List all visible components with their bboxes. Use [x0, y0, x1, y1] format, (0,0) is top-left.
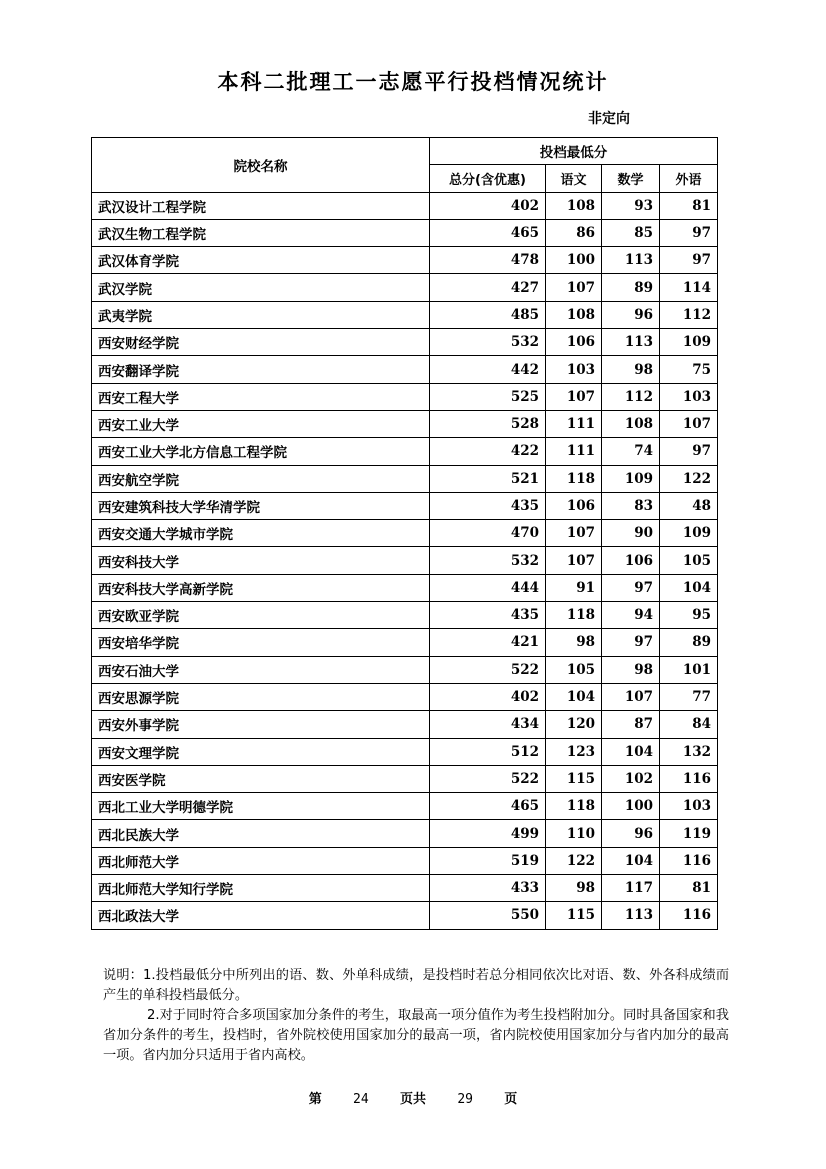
math-score-cell: 96 [602, 301, 660, 328]
page-title: 本科二批理工一志愿平行投档情况统计 [217, 70, 609, 94]
foreign-score-cell: 97 [660, 247, 718, 274]
total-score-cell: 519 [430, 847, 546, 874]
total-score-cell: 550 [430, 902, 546, 929]
total-score-cell: 402 [430, 683, 546, 710]
total-score-cell: 427 [430, 274, 546, 301]
total-score-cell: 522 [430, 765, 546, 792]
school-name-cell: 西安石油大学 [92, 656, 430, 683]
math-score-cell: 97 [602, 574, 660, 601]
chinese-score-cell: 122 [546, 847, 602, 874]
table-row [92, 656, 718, 683]
school-name-cell: 西安思源学院 [92, 683, 430, 710]
math-score-cell: 113 [602, 902, 660, 929]
footer-page-number: 24 [353, 1092, 369, 1107]
school-name-cell: 武夷学院 [92, 301, 430, 328]
admission-score-table [91, 137, 718, 930]
chinese-score-cell: 118 [546, 465, 602, 492]
header-foreign: 外语 [660, 165, 718, 192]
math-score-cell: 74 [602, 438, 660, 465]
total-score-cell: 485 [430, 301, 546, 328]
foreign-score-cell: 114 [660, 274, 718, 301]
table-row [92, 492, 718, 519]
school-name-cell: 西北工业大学明德学院 [92, 793, 430, 820]
total-score-cell: 422 [430, 438, 546, 465]
school-name-cell: 西安翻译学院 [92, 356, 430, 383]
chinese-score-cell: 107 [546, 274, 602, 301]
school-name-cell: 西安工业大学北方信息工程学院 [92, 438, 430, 465]
table-row [92, 602, 718, 629]
total-score-cell: 433 [430, 875, 546, 902]
total-score-cell: 532 [430, 547, 546, 574]
foreign-score-cell: 104 [660, 574, 718, 601]
chinese-score-cell: 115 [546, 902, 602, 929]
math-score-cell: 87 [602, 711, 660, 738]
total-score-cell: 512 [430, 738, 546, 765]
school-name-cell: 武汉生物工程学院 [92, 219, 430, 246]
school-name-cell: 西安培华学院 [92, 629, 430, 656]
math-score-cell: 112 [602, 383, 660, 410]
foreign-score-cell: 116 [660, 847, 718, 874]
chinese-score-cell: 105 [546, 656, 602, 683]
table-row [92, 574, 718, 601]
school-name-cell: 西安工业大学 [92, 410, 430, 437]
foreign-score-cell: 116 [660, 765, 718, 792]
footer-prefix: 第 [308, 1092, 322, 1107]
foreign-score-cell: 97 [660, 219, 718, 246]
foreign-score-cell: 103 [660, 383, 718, 410]
total-score-cell: 470 [430, 520, 546, 547]
table-row [92, 629, 718, 656]
foreign-score-cell: 95 [660, 602, 718, 629]
foreign-score-cell: 122 [660, 465, 718, 492]
school-name-cell: 西北政法大学 [92, 902, 430, 929]
math-score-cell: 90 [602, 520, 660, 547]
table-header-row-1 [92, 138, 718, 165]
note-1: 说明：1.投档最低分中所列出的语、数、外单科成绩，是投档时若总分相同依次比对语、数、外各科成绩而产生的单科投档最低分。 [103, 968, 729, 1003]
school-name-cell: 西北民族大学 [92, 820, 430, 847]
school-name-cell: 西安欧亚学院 [92, 602, 430, 629]
foreign-score-cell: 77 [660, 683, 718, 710]
table-row [92, 547, 718, 574]
foreign-score-cell: 75 [660, 356, 718, 383]
chinese-score-cell: 107 [546, 547, 602, 574]
math-score-cell: 106 [602, 547, 660, 574]
math-score-cell: 117 [602, 875, 660, 902]
foreign-score-cell: 116 [660, 902, 718, 929]
table-row [92, 383, 718, 410]
table-row [92, 438, 718, 465]
math-score-cell: 113 [602, 329, 660, 356]
chinese-score-cell: 118 [546, 602, 602, 629]
header-total: 总分(含优惠) [430, 165, 546, 192]
foreign-score-cell: 105 [660, 547, 718, 574]
school-name-cell: 西安工程大学 [92, 383, 430, 410]
table-row [92, 738, 718, 765]
school-name-cell: 西安科技大学 [92, 547, 430, 574]
total-score-cell: 421 [430, 629, 546, 656]
math-score-cell: 98 [602, 656, 660, 683]
math-score-cell: 83 [602, 492, 660, 519]
header-chinese: 语文 [546, 165, 602, 192]
table-row [92, 465, 718, 492]
math-score-cell: 102 [602, 765, 660, 792]
note-2: 2.对于同时符合多项国家加分条件的考生，取最高一项分值作为考生投档附加分。同时具备国家和我省加分条件的考生，投档时，省外院校使用国家加分的最高一项，省内院校使用国家加分与省内加分的最高一项。省内加分只适用于省内高校。 [103, 1008, 729, 1063]
total-score-cell: 444 [430, 574, 546, 601]
foreign-score-cell: 97 [660, 438, 718, 465]
foreign-score-cell: 81 [660, 192, 718, 219]
table-row [92, 793, 718, 820]
total-score-cell: 528 [430, 410, 546, 437]
chinese-score-cell: 98 [546, 875, 602, 902]
table-row [92, 683, 718, 710]
chinese-score-cell: 86 [546, 219, 602, 246]
table-row [92, 219, 718, 246]
foreign-score-cell: 109 [660, 520, 718, 547]
foreign-score-cell: 103 [660, 793, 718, 820]
chinese-score-cell: 104 [546, 683, 602, 710]
table-row [92, 192, 718, 219]
total-score-cell: 525 [430, 383, 546, 410]
footer-middle: 页共 [399, 1092, 426, 1107]
chinese-score-cell: 111 [546, 438, 602, 465]
math-score-cell: 96 [602, 820, 660, 847]
foreign-score-cell: 84 [660, 711, 718, 738]
foreign-score-cell: 107 [660, 410, 718, 437]
table-row [92, 847, 718, 874]
math-score-cell: 98 [602, 356, 660, 383]
school-name-cell: 西安科技大学高新学院 [92, 574, 430, 601]
math-score-cell: 104 [602, 847, 660, 874]
chinese-score-cell: 108 [546, 301, 602, 328]
school-name-cell: 西安交通大学城市学院 [92, 520, 430, 547]
chinese-score-cell: 111 [546, 410, 602, 437]
school-name-cell: 西安建筑科技大学华清学院 [92, 492, 430, 519]
table-row [92, 329, 718, 356]
math-score-cell: 104 [602, 738, 660, 765]
table-row [92, 247, 718, 274]
chinese-score-cell: 106 [546, 329, 602, 356]
foreign-score-cell: 112 [660, 301, 718, 328]
table-row [92, 711, 718, 738]
chinese-score-cell: 118 [546, 793, 602, 820]
math-score-cell: 97 [602, 629, 660, 656]
foreign-score-cell: 101 [660, 656, 718, 683]
chinese-score-cell: 123 [546, 738, 602, 765]
school-name-cell: 西安医学院 [92, 765, 430, 792]
header-min-score-group: 投档最低分 [430, 138, 718, 165]
total-score-cell: 522 [430, 656, 546, 683]
math-score-cell: 113 [602, 247, 660, 274]
foreign-score-cell: 48 [660, 492, 718, 519]
table-row [92, 410, 718, 437]
total-score-cell: 478 [430, 247, 546, 274]
chinese-score-cell: 107 [546, 520, 602, 547]
total-score-cell: 465 [430, 219, 546, 246]
table-row [92, 520, 718, 547]
total-score-cell: 521 [430, 465, 546, 492]
footer-total-pages: 29 [457, 1092, 473, 1107]
header-math: 数学 [602, 165, 660, 192]
school-name-cell: 西安航空学院 [92, 465, 430, 492]
table-row [92, 274, 718, 301]
table-row [92, 765, 718, 792]
school-name-cell: 西安外事学院 [92, 711, 430, 738]
math-score-cell: 85 [602, 219, 660, 246]
chinese-score-cell: 108 [546, 192, 602, 219]
school-name-cell: 西北师范大学 [92, 847, 430, 874]
school-name-cell: 武汉设计工程学院 [92, 192, 430, 219]
math-score-cell: 107 [602, 683, 660, 710]
math-score-cell: 94 [602, 602, 660, 629]
math-score-cell: 100 [602, 793, 660, 820]
page-subtitle: 非定向 [588, 111, 630, 127]
math-score-cell: 89 [602, 274, 660, 301]
chinese-score-cell: 100 [546, 247, 602, 274]
chinese-score-cell: 98 [546, 629, 602, 656]
chinese-score-cell: 120 [546, 711, 602, 738]
math-score-cell: 93 [602, 192, 660, 219]
chinese-score-cell: 115 [546, 765, 602, 792]
chinese-score-cell: 107 [546, 383, 602, 410]
chinese-score-cell: 106 [546, 492, 602, 519]
table-body [92, 192, 718, 929]
math-score-cell: 109 [602, 465, 660, 492]
total-score-cell: 435 [430, 602, 546, 629]
footer-suffix: 页 [504, 1092, 518, 1107]
school-name-cell: 武汉学院 [92, 274, 430, 301]
table-row [92, 356, 718, 383]
header-school-name: 院校名称 [92, 138, 430, 193]
total-score-cell: 499 [430, 820, 546, 847]
foreign-score-cell: 109 [660, 329, 718, 356]
table-row [92, 902, 718, 929]
school-name-cell: 西北师范大学知行学院 [92, 875, 430, 902]
total-score-cell: 435 [430, 492, 546, 519]
math-score-cell: 108 [602, 410, 660, 437]
foreign-score-cell: 119 [660, 820, 718, 847]
total-score-cell: 402 [430, 192, 546, 219]
total-score-cell: 442 [430, 356, 546, 383]
table-row [92, 875, 718, 902]
school-name-cell: 西安文理学院 [92, 738, 430, 765]
notes-section [103, 966, 729, 1066]
chinese-score-cell: 110 [546, 820, 602, 847]
chinese-score-cell: 91 [546, 574, 602, 601]
school-name-cell: 武汉体育学院 [92, 247, 430, 274]
table-row [92, 820, 718, 847]
table-row [92, 301, 718, 328]
school-name-cell: 西安财经学院 [92, 329, 430, 356]
foreign-score-cell: 81 [660, 875, 718, 902]
foreign-score-cell: 89 [660, 629, 718, 656]
page-footer [0, 1088, 826, 1107]
total-score-cell: 434 [430, 711, 546, 738]
chinese-score-cell: 103 [546, 356, 602, 383]
foreign-score-cell: 132 [660, 738, 718, 765]
total-score-cell: 532 [430, 329, 546, 356]
total-score-cell: 465 [430, 793, 546, 820]
